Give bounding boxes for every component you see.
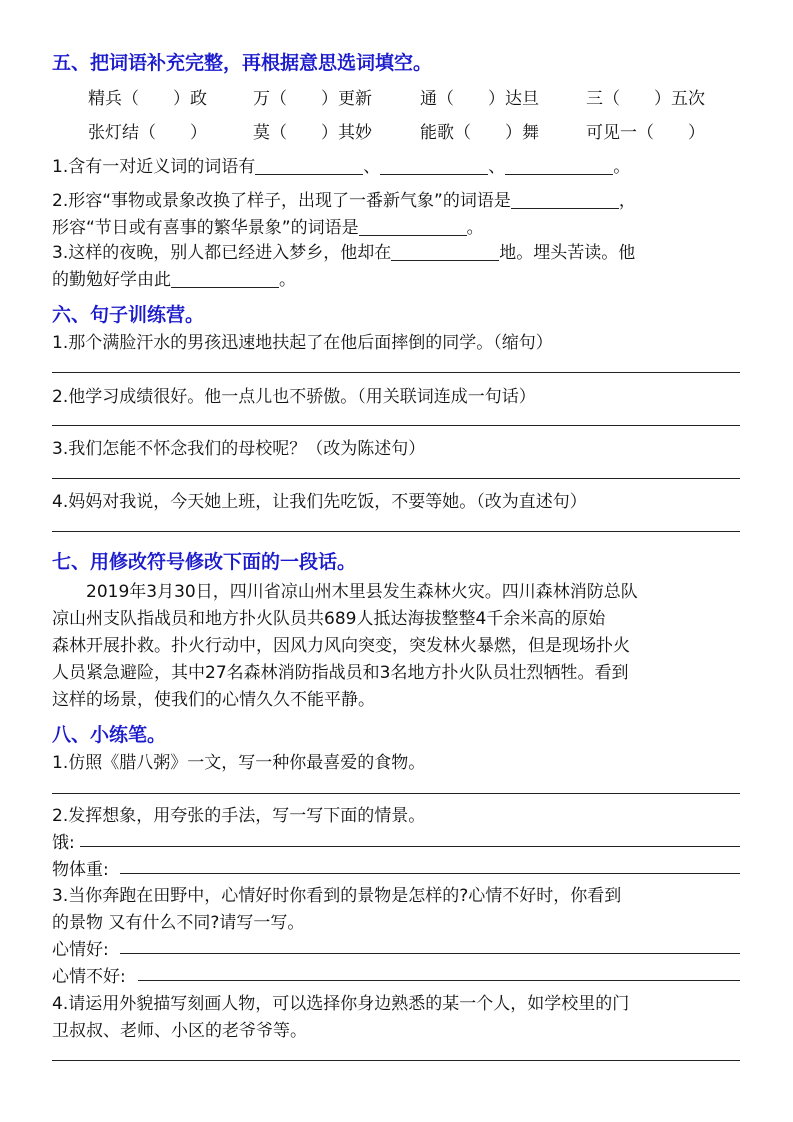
label-bad-mood: 心情不好: xyxy=(52,967,126,987)
word-item: 张灯结（ ） xyxy=(88,123,207,143)
answer-line[interactable] xyxy=(120,953,740,954)
question-6-3: 3.我们怎能不怀念我们的母校呢？（改为陈述句） xyxy=(52,439,426,459)
period: 。 xyxy=(466,218,484,238)
question-8-4: 4.请运用外貌描写刻画人物，可以选择你身边熟悉的某一个人，如学校里的门 xyxy=(52,994,630,1014)
label-hungry: 饿: xyxy=(52,833,75,853)
word-item: 能歌（ ）舞 xyxy=(420,123,539,143)
section-5-title: 五、把词语补充完整，再根据意思选词填空。 xyxy=(52,52,433,74)
paragraph-line: 森林开展扑救。扑火行动中，因风力风向突变，突发林火暴燃，但是现场扑火 xyxy=(52,636,630,656)
label-good-mood: 心情好: xyxy=(52,940,109,960)
question-text: 的勤勉好学由此 xyxy=(52,270,171,290)
question-5-2-cont xyxy=(52,213,484,238)
separator: 、 xyxy=(488,157,506,177)
word-item: 万（ ）更新 xyxy=(253,89,372,109)
answer-line[interactable] xyxy=(52,793,740,794)
question-text: 2.形容“事物或景象改换了样子，出现了一番新气象”的词语是 xyxy=(52,191,511,211)
paragraph-line: 2019年3月30日，四川省凉山州木里县发生森林火灾。四川森林消防总队 xyxy=(52,582,638,602)
question-6-1: 1.那个满脸汗水的男孩迅速地扶起了在他后面摔倒的同学。（缩句） xyxy=(52,333,553,353)
question-text: 1.含有一对近义词的词语有 xyxy=(52,157,256,177)
answer-blank[interactable] xyxy=(359,217,467,236)
question-5-2 xyxy=(52,186,636,211)
answer-line[interactable] xyxy=(52,1060,740,1061)
word-item: 三（ ）五次 xyxy=(586,89,705,109)
answer-line[interactable] xyxy=(52,478,740,479)
paragraph-line: 凉山州支队指战员和地方扑火队员共689人抵达海拔整整4千余米高的原始 xyxy=(52,609,606,629)
answer-line[interactable] xyxy=(52,425,740,426)
word-item: 通（ ）达旦 xyxy=(420,89,539,109)
answer-blank[interactable] xyxy=(255,156,363,175)
word-item: 可见一（ ） xyxy=(586,123,705,143)
question-8-3-cont: 的景物 又有什么不同?请写一写。 xyxy=(52,913,305,933)
separator: 、 xyxy=(363,157,381,177)
answer-line[interactable] xyxy=(138,980,740,981)
question-8-3: 3.当你奔跑在田野中，心情好时你看到的景物是怎样的?心情不好时，你看到 xyxy=(52,886,622,906)
question-6-2: 2.他学习成绩很好。他一点儿也不骄傲。（用关联词连成一句话） xyxy=(52,387,536,407)
question-5-3 xyxy=(52,238,635,263)
paragraph-line: 人员紧急避险，其中27名森林消防指战员和3名地方扑火队员壮烈牺牲。看到 xyxy=(52,663,629,683)
period: 。 xyxy=(613,157,631,177)
separator: ， xyxy=(618,191,636,211)
answer-line[interactable] xyxy=(52,372,740,373)
answer-blank[interactable] xyxy=(511,190,619,209)
answer-blank[interactable] xyxy=(171,269,279,288)
answer-line[interactable] xyxy=(52,531,740,532)
answer-blank[interactable] xyxy=(391,242,499,261)
question-5-3-cont xyxy=(52,265,296,290)
question-text: 地。埋头苦读。他 xyxy=(499,243,636,263)
answer-blank[interactable] xyxy=(380,156,488,175)
word-item: 莫（ ）其妙 xyxy=(253,123,372,143)
question-text: 3.这样的夜晚，别人都已经进入梦乡，他却在 xyxy=(52,243,392,263)
word-item: 精兵（ ）政 xyxy=(88,89,207,109)
answer-line[interactable] xyxy=(120,873,740,874)
question-6-4: 4.妈妈对我说，今天她上班，让我们先吃饭，不要等她。（改为直述句） xyxy=(52,492,587,512)
answer-blank[interactable] xyxy=(505,156,613,175)
answer-line[interactable] xyxy=(80,846,740,847)
label-heavy: 物体重: xyxy=(52,860,109,880)
question-8-4-cont: 卫叔叔、老师、小区的老爷爷等。 xyxy=(52,1021,307,1041)
question-8-1: 1.仿照《腊八粥》一文，写一种你最喜爱的食物。 xyxy=(52,753,426,773)
section-7-title: 七、用修改符号修改下面的一段话。 xyxy=(52,551,357,573)
question-text: 形容“节日或有喜事的繁华景象”的词语是 xyxy=(52,218,359,238)
section-8-title: 八、小练笔。 xyxy=(52,724,167,746)
question-8-2: 2.发挥想象，用夸张的手法，写一写下面的情景。 xyxy=(52,806,426,826)
period: 。 xyxy=(279,270,296,290)
question-5-1 xyxy=(52,152,630,177)
section-6-title: 六、句子训练营。 xyxy=(52,304,205,326)
paragraph-line: 这样的场景，使我们的心情久久不能平静。 xyxy=(52,690,375,710)
